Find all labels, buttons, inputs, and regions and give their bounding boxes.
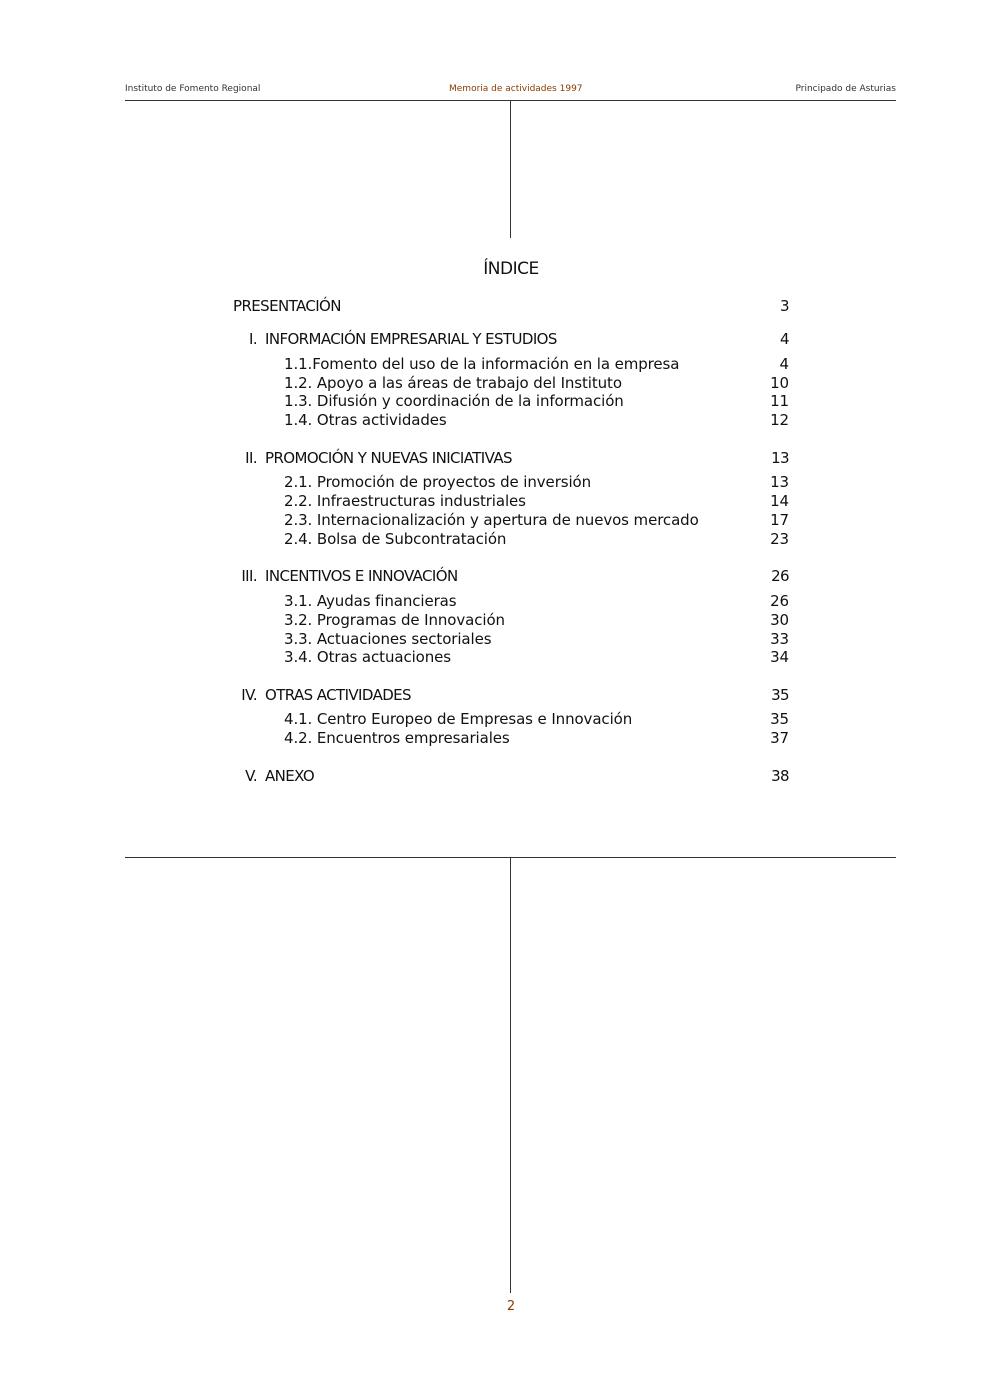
toc-item-label: 1.2. Apoyo a las áreas de trabajo del Instituto (284, 374, 622, 392)
page-title: ÍNDICE (483, 259, 539, 279)
toc-section-number: IV. (241, 686, 257, 704)
toc-item-1-1[interactable] (0, 354, 1000, 374)
toc-section-label: INFORMACIÓN EMPRESARIAL Y ESTUDIOS (265, 330, 557, 348)
toc-item-page: 30 (770, 611, 789, 629)
toc-item-label: 2.2. Infraestructuras industriales (284, 492, 526, 510)
toc-item-label: 1.3. Difusión y coordinación de la información (284, 392, 624, 410)
toc-section-page: 35 (771, 686, 789, 704)
toc-item-page: 12 (770, 411, 789, 429)
toc-item-page: 13 (770, 473, 789, 491)
header-document-title: Memoria de actividades 1997 (449, 84, 583, 94)
toc-item-2-1[interactable] (0, 472, 1000, 492)
toc-item-label: 4.1. Centro Europeo de Empresas e Innovación (284, 710, 633, 728)
toc-section-label: OTRAS ACTIVIDADES (265, 686, 411, 704)
toc-entry-presentacion[interactable] (0, 296, 1000, 316)
toc-section-5[interactable] (0, 766, 1000, 786)
toc-item-page: 11 (770, 392, 789, 410)
toc-section-3[interactable] (0, 566, 1000, 586)
toc-section-number: I. (249, 330, 257, 348)
toc-item-4-1[interactable] (0, 709, 1000, 729)
toc-item-page: 35 (770, 710, 789, 728)
toc-section-page: 13 (771, 449, 789, 467)
toc-section-4[interactable] (0, 685, 1000, 705)
toc-item-label: 2.1. Promoción de proyectos de inversión (284, 473, 592, 491)
toc-item-2-2[interactable] (0, 491, 1000, 511)
toc-item-1-4[interactable] (0, 410, 1000, 430)
toc-section-number: III. (241, 567, 257, 585)
toc-item-label: 2.3. Internacionalización y apertura de nuevos mercado (284, 511, 699, 529)
toc-entry-page: 3 (780, 297, 789, 315)
toc-item-label: 4.2. Encuentros empresariales (284, 729, 510, 747)
toc-item-page: 14 (770, 492, 789, 510)
toc-item-label: 2.4. Bolsa de Subcontratación (284, 530, 507, 548)
toc-item-page: 23 (770, 530, 789, 548)
toc-item-label: 3.3. Actuaciones sectoriales (284, 630, 492, 648)
toc-section-label: ANEXO (265, 767, 315, 785)
toc-item-2-4[interactable] (0, 529, 1000, 549)
toc-item-3-4[interactable] (0, 647, 1000, 667)
toc-section-label: INCENTIVOS E INNOVACIÓN (265, 567, 458, 585)
header-region: Principado de Asturias (795, 84, 896, 94)
toc-item-1-3[interactable] (0, 391, 1000, 411)
bottom-center-divider (510, 857, 511, 1293)
toc-item-4-2[interactable] (0, 728, 1000, 748)
top-center-divider (510, 100, 511, 238)
toc-item-label: 1.4. Otras actividades (284, 411, 447, 429)
toc-item-label: 1.1.Fomento del uso de la información en la empresa (284, 355, 680, 373)
toc-item-3-3[interactable] (0, 629, 1000, 649)
toc-section-1[interactable] (0, 329, 1000, 349)
toc-section-page: 4 (780, 330, 789, 348)
toc-item-label: 3.2. Programas de Innovación (284, 611, 505, 629)
toc-item-page: 37 (770, 729, 789, 747)
toc-item-page: 4 (779, 355, 789, 373)
page-number: 2 (506, 1299, 516, 1314)
toc-section-number: II. (245, 449, 257, 467)
toc-item-2-3[interactable] (0, 510, 1000, 530)
toc-item-1-2[interactable] (0, 373, 1000, 393)
toc-item-3-2[interactable] (0, 610, 1000, 630)
toc-item-label: 3.4. Otras actuaciones (284, 648, 451, 666)
toc-item-page: 33 (770, 630, 789, 648)
header-institution: Instituto de Fomento Regional (125, 84, 261, 94)
toc-section-page: 38 (771, 767, 789, 785)
toc-entry-label: PRESENTACIÓN (233, 297, 341, 315)
toc-section-page: 26 (771, 567, 789, 585)
toc-item-label: 3.1. Ayudas financieras (284, 592, 457, 610)
toc-section-2[interactable] (0, 448, 1000, 468)
toc-item-page: 26 (770, 592, 789, 610)
toc-item-3-1[interactable] (0, 591, 1000, 611)
toc-item-page: 34 (770, 648, 789, 666)
toc-section-number: V. (245, 767, 257, 785)
toc-section-label: PROMOCIÓN Y NUEVAS INICIATIVAS (265, 449, 512, 467)
toc-item-page: 10 (770, 374, 789, 392)
toc-item-page: 17 (770, 511, 789, 529)
